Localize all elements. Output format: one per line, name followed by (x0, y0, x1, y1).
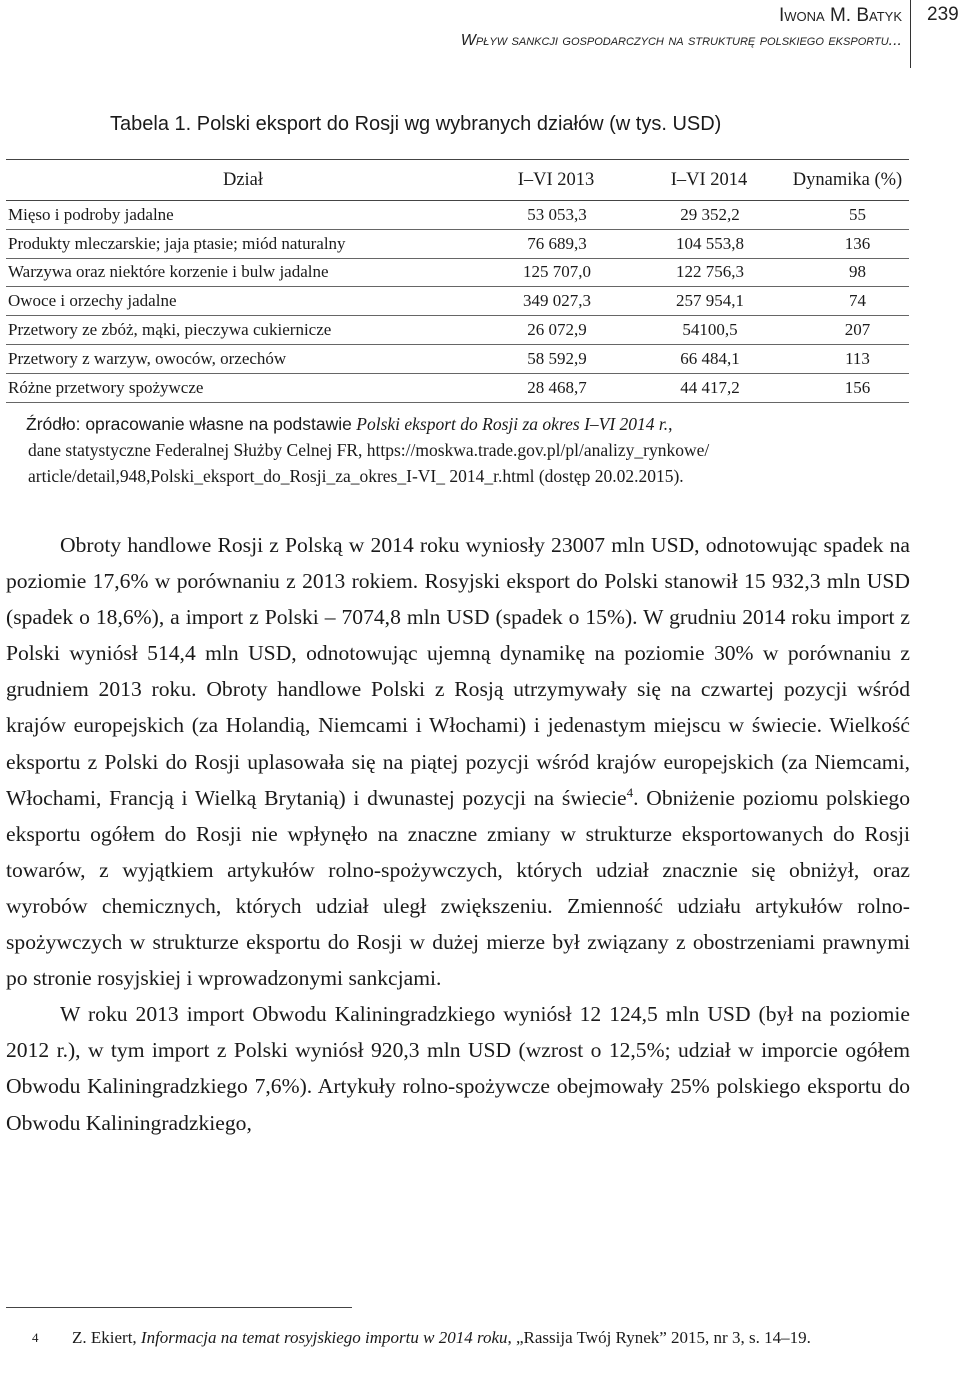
row-value-2013: 58 592,9 (480, 344, 632, 373)
row-category: Produkty mleczarskie; jaja ptasie; miód naturalny (6, 229, 480, 258)
paragraph-1 (6, 527, 910, 996)
row-dynamika: 136 (786, 229, 909, 258)
column-header-2014: I–VI 2014 (632, 160, 786, 201)
running-head-title: Wpływ sankcji gospodarczych na strukturę polskiego eksportu... (460, 32, 902, 49)
table-row (6, 287, 909, 316)
row-dynamika: 113 (786, 344, 909, 373)
table-row (6, 316, 909, 345)
footnote-author: Z. Ekiert, (72, 1328, 137, 1347)
column-header-2013: I–VI 2013 (480, 160, 632, 201)
row-value-2014: 54100,5 (632, 316, 786, 345)
source-label: Źródło: opracowanie własne na podstawie (26, 414, 352, 434)
footnote-number: 4 (32, 1330, 39, 1345)
table-source-note (26, 411, 912, 489)
row-value-2013: 349 027,3 (480, 287, 632, 316)
row-value-2014: 104 553,8 (632, 229, 786, 258)
row-dynamika: 55 (786, 201, 909, 230)
row-value-2014: 257 954,1 (632, 287, 786, 316)
paragraph-1-text-b: . Obniżenie poziomu polskiego eksportu ogółem do Rosji nie wpłynęło na znaczne zmiany w strukturze eksportowanych do Rosji towarów, z wyjątkiem artykułów rolno-spożywczych, których udział znacznie się obniżył, oraz wyrobów chemicznych, których udział uległ zwiększeniu. Zmienność udziału artykułów rolno-spożywczych w strukturze eksportu do Rosji w dużej mierze był związany z obostrzeniami prawnymi po stronie rosyjskiej i wprowadzonymi sankcjami. (6, 785, 910, 991)
footnote-divider (6, 1307, 352, 1308)
row-dynamika: 207 (786, 316, 909, 345)
row-value-2013: 26 072,9 (480, 316, 632, 345)
running-head (461, 3, 902, 53)
row-value-2013: 125 707,0 (480, 258, 632, 287)
row-category: Różne przetwory spożywcze (6, 373, 480, 402)
row-value-2014: 66 484,1 (632, 344, 786, 373)
paragraph-2: W roku 2013 import Obwodu Kaliningradzkiego wyniósł 12 124,5 mln USD (był na poziomie 2012 r.), w tym import z Polski wyniósł 920,3 mln USD (wzrost o 12,5%; udział w imporcie ogółem Obwodu Kaliningradzkiego 7,6%). Artykuły rolno-spożywcze obejmowały 25% polskiego eksportu do Obwodu Kaliningradzkiego, (6, 1002, 910, 1135)
row-value-2014: 29 352,2 (632, 201, 786, 230)
footnote-italic-title: Informacja na temat rosyjskiego importu w 2014 roku (140, 1328, 508, 1347)
footnote-reference[interactable]: 4 (626, 784, 634, 800)
table-row (6, 201, 909, 230)
header-divider (910, 0, 911, 68)
row-category: Mięso i podroby jadalne (6, 201, 480, 230)
row-dynamika: 98 (786, 258, 909, 287)
running-head-author: Iwona M. Batyk (778, 5, 902, 26)
row-category: Owoce i orzechy jadalne (6, 287, 480, 316)
source-line-1 (26, 411, 912, 437)
table-row (6, 344, 909, 373)
row-value-2013: 53 053,3 (480, 201, 632, 230)
source-italic-reference: Polski eksport do Rosji za okres I–VI 2014 r. (356, 414, 669, 434)
row-value-2013: 28 468,7 (480, 373, 632, 402)
source-line-3: article/detail,948,Polski_eksport_do_Rosji_za_okres_I-VI_ 2014_r.html (dostęp 20.02.2015). (28, 466, 684, 486)
column-header-dzial: Dział (6, 160, 480, 201)
row-dynamika: 156 (786, 373, 909, 402)
footnote-rest: , „Rassija Twój Rynek” 2015, nr 3, s. 14–19. (507, 1328, 811, 1347)
column-header-dynamika: Dynamika (%) (786, 160, 909, 201)
table-header-row (6, 160, 909, 201)
paragraph-1-text-a: Obroty handlowe Rosji z Polską w 2014 roku wyniosły 23007 mln USD, odnotowując spadek na poziomie 17,6% w porównaniu z 2013 rokiem. Rosyjski eksport do Polski stanowił 15 932,3 mln USD (spadek o 18,6%), a import z Polski – 7074,8 mln USD (spadek o 15%). W grudniu 2014 roku import z Polski wyniósł 514,4 mln USD, odnotowując ujemną dynamikę na poziomie 30% w porównaniu z grudniem 2013 roku. Obroty handlowe Polski z Rosją utrzymywały się na czwartej pozycji wśród krajów europejskich (za Holandią, Niemcami i Włochami) i jedenastym miejscu w świecie. Wielkość eksportu z Polski do Rosji uplasowała się na piątej pozycji wśród krajów europejskich (za Niemcami, Włochami, Francją i Wielką Brytanią) i dwunastej pozycji na świecie (6, 533, 910, 810)
export-table (6, 159, 909, 403)
source-line-2: dane statystyczne Federalnej Służby Celnej FR, https://moskwa.trade.gov.pl/pl/analizy_rynkowe/ (28, 440, 710, 460)
table-row (6, 373, 909, 402)
source-comma: , (668, 414, 673, 434)
row-category: Przetwory z warzyw, owoców, orzechów (6, 344, 480, 373)
table-caption: Tabela 1. Polski eksport do Rosji wg wybranych działów (w tys. USD) (110, 113, 722, 135)
row-category: Przetwory ze zbóż, mąki, pieczywa cukiernicze (6, 316, 480, 345)
table-row (6, 258, 909, 287)
row-value-2014: 44 417,2 (632, 373, 786, 402)
row-value-2013: 76 689,3 (480, 229, 632, 258)
table-row (6, 229, 909, 258)
row-dynamika: 74 (786, 287, 909, 316)
row-value-2014: 122 756,3 (632, 258, 786, 287)
page-number: 239 (927, 4, 959, 25)
row-category: Warzywa oraz niektóre korzenie i bulw jadalne (6, 258, 480, 287)
body-text (6, 527, 910, 1141)
footnote (6, 1325, 910, 1351)
